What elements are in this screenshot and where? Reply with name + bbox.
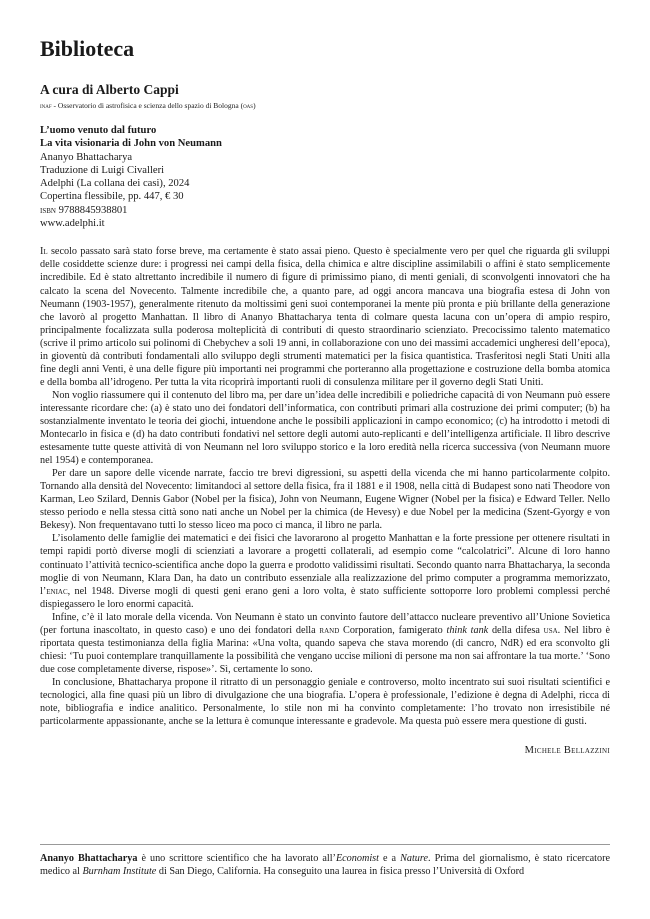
book-translation: Traduzione di Luigi Civalleri xyxy=(40,164,165,176)
section-title: Biblioteca xyxy=(40,36,135,61)
paragraph-1-text: secolo passato sarà stato forse breve, ma certamente è stato assai pieno. Questo è specialmente vero per quel che riguarda gli sviluppi delle cosiddette scienze dure: i progressi nei campi della fisica, della chimica e altre discipline assimilabili o affini è stato semplicemente incredibile. Ed è stato altrettanto incredibile il numero di figure di primissimo piano, di menti geniali, di sconvolgenti innovatori che ha calcato la scena del Novecento. Talmente incredibile che, a quanto pare, ad oggi ancora mancava una biografia estesa di John von Neumann (1903-1957), generalmente ritenuto da moltissimi geni suoi contemporanei la mente più pronta e più brillante della generazione che lavorò al progetto Manhattan. Il libro di Ananyo Bhattacharya tenta di colmare questa lacuna con un’opera di ampio respiro, principalmente focalizzata sulla poderosa molteplicità di contributi di questo straordinario scienziato. Precocissimo talento matematico (scrive il primo articolo sui polinomi di Chebychev a soli 19 anni, in collaborazione con uno dei massimi accademici ungheresi dell’epoca), in gioventù dà contributi fondamentali allo sviluppo degli strumenti matematici per la fisica quantistica. Trasferitosi negli Stati Uniti alla fine degli anni Venti, è una delle figure più importanti nei programmi che porteranno alla progettazione e costruzione della bomba atomica e della bomba all’idrogeno. Per tutta la vita ricoprirà importanti ruoli di consulenza militare per il governo degli Stati Uniti. xyxy=(40,246,610,388)
book-publisher: Adelphi (La collana dei casi), 2024 xyxy=(40,178,190,190)
affiliation-text: - Osservatorio di astrofisica e scienza dello spazio di Bologna xyxy=(51,101,241,110)
paragraph-3: Per dare un sapore delle vicende narrate, faccio tre brevi digressioni, su aspetti della vicenda che mi hanno particolarmente colpito. Tornando alla densità del Novecento: limitandoci al settore della fisica, fra il 1881 e il 1908, nella città di Budapest sono nati Theodore von Karman, Leo Szilard, Dennis Gabor (Nobel per la fisica), John von Neumann, Eugene Wigner (Nobel per la fisica) e Edward Teller. Nello stesso periodo e nella stessa città sono nati anche un Nobel per la chimica (de Hevesy) e due Nobel per la medicina (Szent-Gyorgy e von Bekesy). Non frequentavano tutti lo stesso liceo ma poco ci manca, il libro ne parla. xyxy=(40,468,610,532)
affiliation-abbr: inaf xyxy=(40,101,52,110)
paragraph-1-lead: Il xyxy=(40,246,48,258)
bio-burnham: Burnham Institute xyxy=(82,866,157,877)
bio-text-4: di San Diego, California. Ha conseguito una laurea in fisica presso l’Università di Oxford xyxy=(156,866,525,877)
paragraph-5 xyxy=(40,611,610,676)
bio-nature: Nature xyxy=(400,853,428,864)
bio-divider xyxy=(40,844,610,845)
bio-economist: Economist xyxy=(335,853,379,864)
isbn-value: 9788845938801 xyxy=(55,204,128,216)
paragraph-5-text-b: Corporation, famigerato xyxy=(339,624,447,636)
book-details xyxy=(40,124,610,230)
paragraph-2: Non voglio riassumere qui il contenuto del libro ma, per dare un’idea delle incredibili e poliedriche capacità di von Neumann può essere interessante ricordare che: (a) è stato uno dei fondatori dell’informatica, con contributi primari alla costruzione dei primi computer; (b) ha sostanzialmente inventato le teoria dei giochi, intuendone anche le possibili applicazioni in campo economico; (c) ha introdotto i metodi di Montecarlo in fisica e (d) ha dato contributi fondativi nel settore degli automi auto-replicanti e dell’intelligenza artificiale. Il libro descrive estesamente tutte queste attività di von Neumann nel loro sviluppo storico e la loro eredità nella ricerca successiva (von Neumann muore nel 1954) e contemporanea. xyxy=(40,389,610,467)
bio-text-2: e a xyxy=(378,853,401,864)
reviewer-signature: Michele Bellazzini xyxy=(524,745,610,757)
eniac-abbr: eniac xyxy=(46,585,68,597)
affiliation-paren: (oas) xyxy=(240,101,256,110)
author-bio xyxy=(40,852,610,878)
review-body xyxy=(40,245,610,757)
paragraph-4-text-b: , nel 1948. Diverse mogli di questi geni erano geni a loro volta, è stato sufficiente sottoporre loro problemi complessi perché dispiegassero le loro enormi capacità. xyxy=(40,585,610,610)
book-subtitle: La vita visionaria di John von Neumann xyxy=(40,138,222,150)
curator-line: A cura di Alberto Cappi xyxy=(40,82,179,97)
book-title: L’uomo venuto dal futuro xyxy=(40,125,157,136)
isbn-label: isbn xyxy=(40,204,56,216)
paragraph-5-text-a: Infine, c’è il lato morale della vicenda. Von Neumann è stato un convinto fautore dell’attacco nucleare preventivo all’Unione Sovietica (per fortuna inascoltato, in questo caso) e uno dei fondatori della xyxy=(40,611,610,636)
review-page xyxy=(40,36,610,757)
book-isbn xyxy=(40,204,610,217)
book-author: Ananyo Bhattacharya xyxy=(40,151,133,163)
paragraph-6: In conclusione, Bhattacharya propone il ritratto di un personaggio geniale e controverso, molto incentrato sui suoi risultati scientifici e tecnologici, alla fine quasi più un libro di divulgazione che una biografia. L’opera è professionale, l’edizione è degna di Adelphi, ricca di note, bibliografia e indice analitico. Personalmente, lo stile non mi ha convinto completamente: l’ho trovato non irresistibile né particolarmente appassionante, anche se la lettura è comunque interessante e gradevole. Ma questa può essere mera questione di gusti. xyxy=(40,676,610,728)
bio-name: Ananyo Bhattacharya xyxy=(40,853,138,864)
usa-abbr: usa xyxy=(543,624,558,636)
paragraph-5-text-c: della difesa xyxy=(488,624,544,636)
paragraph-4 xyxy=(40,532,610,610)
paragraph-1 xyxy=(40,245,610,389)
rand-abbr: rand xyxy=(319,624,340,636)
book-format: Copertina flessibile, pp. 447, € 30 xyxy=(40,191,184,203)
paragraph-4-text-a: L’isolamento delle famiglie dei matematici e dei fisici che lavorarono al progetto Manhattan e la forte pressione per ottenere risultati in tempi rapidi portò diverse mogli di scienziati a lavorare a progetti collaterali, ad esempio come “calcolatrici”. Alcune di loro hanno continuato l’attività tecnico-scientifica anche dopo la guerra e prodotto validissimi risultati. Secondo quanto narra Bhattacharya, la seconda moglie di von Neumann, Klara Dan, ha dato un contributo essenziale alla realizzazione del primo computer a programma memorizzato, l’ xyxy=(40,533,610,597)
bio-text-3: . Prima del giornalismo, è stato ricercatore medico al xyxy=(40,853,610,877)
book-website: www.adelphi.it xyxy=(40,218,105,230)
paragraph-5-text-d: . Nel libro è riportata questa testimonianza della figlia Marina: «Una volta, quando sapeva che stava morendo (di cancro, NdR) ed era sconvolto gli chiesi: ‘Tu puoi contemplare tranquillamente la possibilità che vengano uccise milioni di persone ma non sai affrontare la tua morte.’ ‘Sono due cose completamente diverse, rispose»’. Sì, certamente lo sono. xyxy=(40,624,610,675)
curator-affiliation xyxy=(40,101,610,111)
bio-text-1: è uno scrittore scientifico che ha lavorato all’ xyxy=(137,853,336,864)
think-tank-term: think tank xyxy=(446,624,489,636)
